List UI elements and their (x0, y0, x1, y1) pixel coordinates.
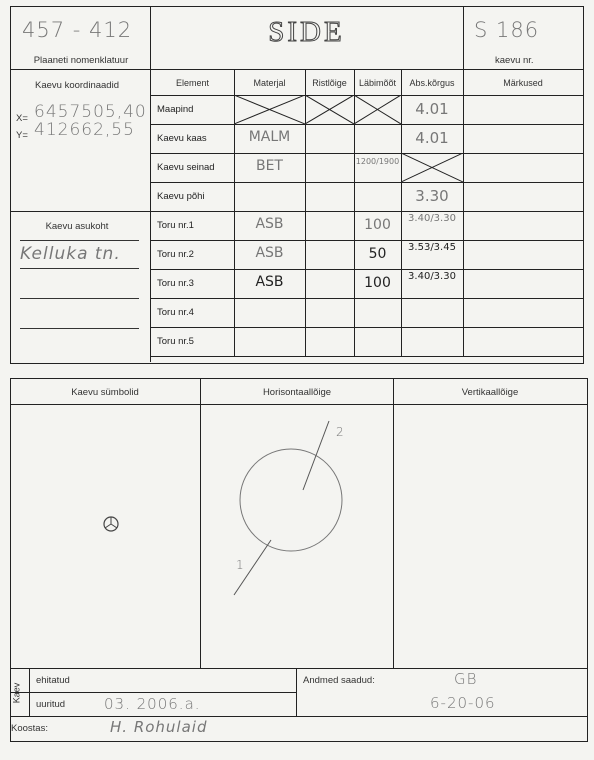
table-row-line (151, 182, 583, 183)
table-row-line (151, 356, 583, 357)
divider (296, 669, 297, 716)
vertical-section-header: Vertikaallõige (461, 387, 519, 398)
data-received-date: 6-20-06 (430, 694, 496, 712)
divider (393, 379, 394, 669)
footer-side-label: Kaev (11, 682, 22, 704)
table-cell-element: Kaevu seinad (157, 162, 215, 173)
horizontal-section-drawing (201, 405, 393, 668)
table-cell-abs-height: 4.01 (415, 100, 449, 118)
compiled-label: Koostas: (11, 723, 48, 734)
compiled-value: H. Rohulaid (110, 718, 208, 736)
crossed-cell-mark (401, 153, 463, 182)
built-label: ehitatud (36, 675, 70, 686)
location-label: Kaevu asukoht (45, 221, 109, 232)
divider (150, 6, 151, 362)
crossed-cell-mark (305, 95, 354, 124)
table-cell-diameter: 1200/1900 (355, 157, 400, 166)
y-prefix: Y= (16, 130, 28, 141)
table-header-cell: Läbimõõt (358, 78, 397, 88)
table-row-line (151, 240, 583, 241)
table-row-line (151, 211, 583, 212)
data-received-initials: GB (454, 670, 478, 688)
table-cell-material: BET (255, 158, 283, 174)
location-value: Kelluka tn. (20, 244, 121, 264)
pipe-1-label: 1 (236, 558, 245, 572)
table-cell-diameter: 100 (364, 217, 391, 233)
table-cell-element: Kaevu kaas (157, 133, 207, 144)
table-cell-abs-height: 4.01 (415, 129, 449, 147)
table-column-line (463, 70, 464, 356)
table-header-cell: Märkused (503, 78, 543, 88)
well-outline (240, 449, 342, 551)
pipe-2-label: 2 (336, 425, 345, 439)
table-cell-element: Kaevu põhi (157, 191, 205, 202)
table-cell-element: Toru nr.3 (157, 278, 194, 289)
table-cell-element: Toru nr.4 (157, 307, 194, 318)
divider (463, 6, 464, 70)
divider (10, 668, 587, 669)
x-prefix: X= (16, 113, 28, 124)
table-cell-material: ASB (255, 274, 284, 290)
table-header-cell: Ristlõige (312, 78, 347, 88)
nomenclature-label: Plaaneti nomenklatuur (33, 55, 129, 66)
table-cell-element: Toru nr.5 (157, 336, 194, 347)
surveyed-value: 03. 2006.a. (104, 695, 201, 713)
form-title: SIDE (268, 16, 345, 48)
table-header-cell: Materjal (253, 78, 286, 88)
divider (10, 716, 587, 717)
table-row-line (151, 153, 583, 154)
divider (10, 69, 583, 70)
coordinates-label: Kaevu koordinaadid (35, 80, 119, 91)
data-received-label: Andmed saadud: (303, 675, 375, 686)
table-row-line (151, 298, 583, 299)
well-number-value: S 186 (474, 18, 540, 42)
table-cell-abs-height: 3.40/3.30 (408, 213, 456, 224)
divider (20, 268, 139, 269)
table-cell-abs-height: 3.30 (415, 187, 449, 205)
x-coordinate: 6457505,40 (34, 102, 147, 122)
table-header-cell: Abs.kõrgus (409, 78, 455, 88)
table-cell-element: Toru nr.1 (157, 220, 194, 231)
table-cell-material: ASB (255, 216, 284, 232)
well-number-label: kaevu nr. (495, 55, 534, 66)
symbols-header: Kaevu sümbolid (71, 387, 139, 398)
table-row-line (151, 269, 583, 270)
divider (20, 240, 139, 241)
divider (20, 298, 139, 299)
table-cell-material: ASB (255, 245, 284, 261)
divider (20, 328, 139, 329)
nomenclature-value: 457 - 412 (22, 18, 133, 42)
table-cell-diameter: 100 (364, 275, 391, 291)
table-cell-diameter: 50 (368, 246, 387, 262)
table-row-line (151, 124, 583, 125)
well-symbol-icon (101, 514, 121, 534)
table-cell-abs-height: 3.40/3.30 (408, 271, 456, 282)
pipe-2-line (303, 421, 329, 490)
divider (10, 692, 296, 693)
crossed-cell-mark (354, 95, 401, 124)
crossed-cell-mark (234, 95, 305, 124)
table-cell-material: MALM (248, 129, 291, 145)
table-cell-element: Toru nr.2 (157, 249, 194, 260)
y-coordinate: 412662,55 (34, 120, 135, 140)
table-header-cell: Element (175, 78, 210, 88)
table-cell-element: Maapind (157, 104, 194, 115)
divider (10, 211, 151, 212)
table-row-line (151, 327, 583, 328)
horizontal-section-header: Horisontaallõige (262, 387, 332, 398)
surveyed-label: uuritud (36, 699, 66, 710)
divider (29, 669, 30, 716)
table-cell-abs-height: 3.53/3.45 (408, 242, 456, 253)
